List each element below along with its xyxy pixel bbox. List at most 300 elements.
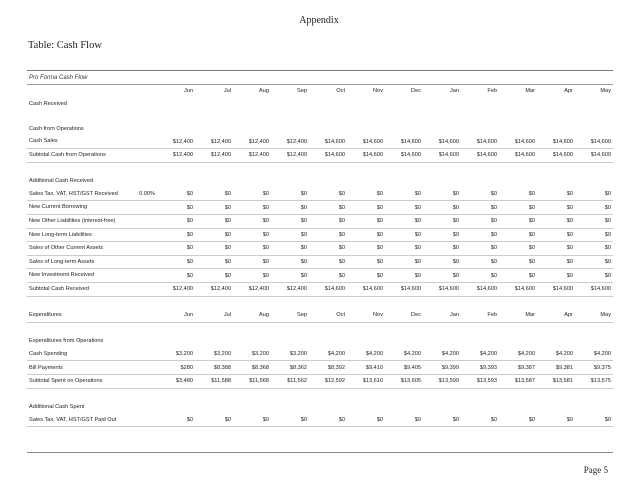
cell-jul [195, 123, 233, 136]
cell-feb: $14,600 [461, 282, 499, 296]
cell-nov: $0 [347, 188, 385, 201]
cell-may: May [600, 88, 611, 95]
cell-aug: $0 [233, 414, 271, 427]
cell-mar [499, 335, 537, 348]
cell-aug: $0 [233, 242, 271, 256]
cell-mar: $0 [499, 201, 537, 215]
cell-sep: $0 [271, 242, 309, 256]
row-rate [125, 255, 157, 269]
cell-oct: Oct [336, 88, 345, 95]
cell-feb [461, 110, 499, 123]
cell-jun [157, 335, 195, 348]
cell-oct: $0 [309, 255, 347, 269]
cell-jul: $0 [195, 255, 233, 269]
cell-jun: $0 [157, 214, 195, 228]
cell-jun: $3,200 [157, 348, 195, 361]
cell-jul: $12,400 [195, 148, 233, 162]
cell-jun [157, 296, 195, 309]
cell-aug [233, 98, 271, 111]
cell-dec [385, 162, 423, 175]
cell-jan [423, 401, 461, 414]
cell-oct: $0 [309, 201, 347, 215]
row-label: Sales of Long-term Assets [27, 255, 125, 269]
cell-apr [537, 335, 575, 348]
table-body [27, 85, 613, 427]
cell-dec [385, 296, 423, 309]
cell-feb [461, 162, 499, 175]
cell-oct [309, 123, 347, 136]
row-rate [125, 98, 157, 111]
cell-aug: Aug [259, 88, 269, 95]
cell-feb: $13,593 [461, 375, 499, 389]
cell-dec [385, 123, 423, 136]
cell-apr: $14,600 [537, 282, 575, 296]
cell-nov: $9,410 [347, 361, 385, 375]
cell-nov: Nov [347, 309, 385, 322]
cell-mar [499, 322, 537, 335]
cell-jun: $0 [157, 255, 195, 269]
row-label: New Investment Received [27, 269, 125, 283]
cell-jun: $3,480 [157, 375, 195, 389]
row-rate [125, 401, 157, 414]
cell-jun [157, 175, 195, 188]
cell-dec: $0 [385, 414, 423, 427]
table-row [27, 110, 613, 123]
cell-nov: Nov [373, 88, 383, 95]
cell-jan: $0 [423, 269, 461, 283]
cell-jan: $4,200 [423, 348, 461, 361]
cell-jun: Jun [157, 309, 195, 322]
cell-jun [157, 388, 195, 401]
cell-jul: $0 [195, 201, 233, 215]
row-label: New Long-term Liabilities [27, 228, 125, 242]
cell-jun: $280 [157, 361, 195, 375]
cell-jun [157, 110, 195, 123]
cell-dec [385, 335, 423, 348]
cell-mar: $0 [499, 414, 537, 427]
cell-jul [195, 162, 233, 175]
cell-may: $0 [575, 228, 613, 242]
cell-mar [499, 98, 537, 111]
cell-jul: $0 [195, 188, 233, 201]
row-label [27, 322, 125, 335]
cell-sep: $11,562 [271, 375, 309, 389]
cell-nov: $14,600 [347, 148, 385, 162]
cell-dec: $14,600 [385, 148, 423, 162]
table-row [27, 348, 613, 361]
cell-nov [347, 175, 385, 188]
cell-feb [461, 123, 499, 136]
cell-feb: Feb [461, 309, 499, 322]
cell-sep: $0 [271, 414, 309, 427]
cell-apr: $0 [537, 255, 575, 269]
cell-jan: $14,600 [423, 282, 461, 296]
cell-dec: $0 [385, 242, 423, 256]
cell-jun: $0 [157, 242, 195, 256]
cell-apr [537, 110, 575, 123]
cell-sep: Sep [271, 309, 309, 322]
row-label: Subtotal Cash Received [27, 282, 125, 296]
cell-oct: $8,392 [309, 361, 347, 375]
cell-jan: $9,399 [423, 361, 461, 375]
cell-aug: $0 [233, 255, 271, 269]
cell-feb: Feb [487, 88, 497, 95]
cell-sep: $0 [271, 188, 309, 201]
cell-jan: $0 [423, 201, 461, 215]
cell-may [575, 322, 613, 335]
row-label: Cash from Operations [29, 125, 84, 132]
cell-apr: $0 [537, 214, 575, 228]
cell-oct [309, 335, 347, 348]
cell-feb [461, 175, 499, 188]
cell-sep: $0 [271, 255, 309, 269]
cell-feb: $4,200 [461, 348, 499, 361]
cell-nov [347, 335, 385, 348]
row-rate [125, 214, 157, 228]
cell-jul: Jul [223, 88, 231, 95]
cell-feb: $0 [461, 269, 499, 283]
cell-sep: Sep [297, 88, 307, 95]
cell-nov: $0 [347, 214, 385, 228]
cell-aug [233, 162, 271, 175]
table-row [27, 135, 613, 148]
cell-feb: $14,600 [461, 148, 499, 162]
table-row [27, 335, 613, 348]
table-row [27, 401, 613, 414]
cell-jul [195, 175, 233, 188]
cell-dec: $0 [385, 201, 423, 215]
cell-jan [423, 98, 461, 111]
row-rate [125, 228, 157, 242]
row-label: Sales of Other Current Assets [27, 242, 125, 256]
row-label: Subtotal Spent on Operations [27, 375, 125, 389]
cell-sep [271, 335, 309, 348]
cell-nov [347, 123, 385, 136]
cell-sep: $0 [271, 228, 309, 242]
row-rate: 0.00% [125, 188, 157, 201]
cell-aug: $0 [233, 201, 271, 215]
cell-may [575, 123, 613, 136]
table-row [27, 175, 613, 188]
cell-mar [499, 401, 537, 414]
cell-jun [157, 401, 195, 414]
cell-feb [461, 322, 499, 335]
cell-dec: Dec [411, 88, 421, 95]
cell-aug: $12,400 [233, 282, 271, 296]
cell-jun: $0 [157, 188, 195, 201]
cell-dec: $13,605 [385, 375, 423, 389]
cell-mar [499, 162, 537, 175]
cell-oct: $4,200 [309, 348, 347, 361]
cell-jan: $0 [423, 188, 461, 201]
cell-mar [499, 388, 537, 401]
cell-feb: $0 [461, 201, 499, 215]
cell-nov: $0 [347, 255, 385, 269]
cell-jan: Jan [423, 309, 461, 322]
cell-dec: $14,600 [385, 135, 423, 148]
cell-apr [537, 162, 575, 175]
cell-oct: $0 [309, 269, 347, 283]
cell-jun: $0 [157, 228, 195, 242]
cell-may: $14,600 [575, 148, 613, 162]
table-row [27, 188, 613, 201]
cell-jul: $0 [195, 214, 233, 228]
cell-may: $0 [575, 242, 613, 256]
cell-aug: $12,400 [233, 148, 271, 162]
row-label [27, 296, 125, 309]
cell-dec: $0 [385, 188, 423, 201]
cell-jul: $8,388 [195, 361, 233, 375]
cell-dec [385, 322, 423, 335]
cell-may: $9,375 [575, 361, 613, 375]
cell-jan [423, 175, 461, 188]
cell-feb: $9,393 [461, 361, 499, 375]
table-row [27, 282, 613, 296]
row-label: Additional Cash Received [29, 178, 94, 185]
cell-nov: $0 [347, 414, 385, 427]
cell-sep [271, 98, 309, 111]
cell-jan [423, 162, 461, 175]
cell-apr [537, 123, 575, 136]
row-label: New Current Borrowing [27, 201, 125, 215]
row-rate [125, 361, 157, 375]
row-label: Additional Cash Spent [29, 404, 85, 411]
cell-mar: $14,600 [499, 148, 537, 162]
cell-feb [461, 296, 499, 309]
bottom-rule [27, 452, 613, 453]
cell-sep: $0 [271, 214, 309, 228]
table-row [27, 162, 613, 175]
cell-mar: Mar [499, 309, 537, 322]
cell-aug [233, 123, 271, 136]
cell-feb: $14,600 [461, 135, 499, 148]
cell-mar: $14,600 [499, 135, 537, 148]
cell-jun: $12,400 [157, 135, 195, 148]
cell-nov: $0 [347, 269, 385, 283]
cell-sep: $0 [271, 201, 309, 215]
cell-aug [233, 175, 271, 188]
cell-may [575, 98, 613, 111]
cell-sep [271, 110, 309, 123]
cell-may [575, 296, 613, 309]
cell-may: $14,600 [575, 282, 613, 296]
cell-jul [195, 388, 233, 401]
cell-oct: $0 [309, 414, 347, 427]
cell-sep: $3,200 [271, 348, 309, 361]
row-label: Expenditures from Operations [29, 338, 104, 345]
cell-oct [309, 175, 347, 188]
cell-dec [385, 175, 423, 188]
cell-sep: $0 [271, 269, 309, 283]
cell-jun [157, 98, 195, 111]
cell-aug [233, 322, 271, 335]
cell-feb [461, 401, 499, 414]
cell-oct: $0 [309, 214, 347, 228]
row-rate [125, 388, 157, 401]
row-rate [125, 110, 157, 123]
cell-dec [385, 110, 423, 123]
cell-jul: $11,588 [195, 375, 233, 389]
cell-mar: $9,387 [499, 361, 537, 375]
table-row [27, 309, 613, 322]
cell-sep: $12,400 [271, 282, 309, 296]
cell-mar: $0 [499, 214, 537, 228]
cell-oct [309, 98, 347, 111]
cell-feb: $0 [461, 255, 499, 269]
cell-dec: Dec [385, 309, 423, 322]
cell-nov [347, 388, 385, 401]
cell-apr: $14,600 [537, 148, 575, 162]
cell-apr: $0 [537, 269, 575, 283]
cell-jul: $0 [195, 269, 233, 283]
cell-nov: $0 [347, 242, 385, 256]
row-rate [125, 269, 157, 283]
cell-sep: $8,362 [271, 361, 309, 375]
cell-mar [499, 296, 537, 309]
cell-oct: $14,600 [309, 148, 347, 162]
row-label: Cash Spending [27, 348, 125, 361]
cell-feb [461, 388, 499, 401]
cell-apr: $4,200 [537, 348, 575, 361]
cell-jul: Jul [195, 309, 233, 322]
cell-jan: $0 [423, 255, 461, 269]
row-rate [125, 348, 157, 361]
cell-jul: $3,200 [195, 348, 233, 361]
cell-oct: $0 [309, 188, 347, 201]
row-label: Subtotal Cash from Operations [27, 148, 125, 162]
cell-jan: $13,599 [423, 375, 461, 389]
cell-apr: $0 [537, 201, 575, 215]
cell-may [575, 335, 613, 348]
cell-may [575, 401, 613, 414]
cell-dec [385, 401, 423, 414]
cell-apr: Apr [537, 309, 575, 322]
cell-may: $0 [575, 414, 613, 427]
cell-may: $14,600 [575, 135, 613, 148]
cell-dec [385, 388, 423, 401]
cell-oct [309, 162, 347, 175]
cell-apr [537, 175, 575, 188]
cell-aug: $3,200 [233, 348, 271, 361]
row-rate [125, 201, 157, 215]
cell-jan: $0 [423, 242, 461, 256]
cash-flow-table-container [27, 70, 613, 427]
cell-sep [271, 322, 309, 335]
cell-oct [309, 322, 347, 335]
cell-nov: $4,200 [347, 348, 385, 361]
cell-nov: $0 [347, 228, 385, 242]
table-row [27, 201, 613, 215]
cell-mar: $0 [499, 228, 537, 242]
cell-jun: $12,400 [157, 148, 195, 162]
row-rate [125, 148, 157, 162]
cell-may: $0 [575, 269, 613, 283]
cell-nov: $0 [347, 201, 385, 215]
cell-aug: $0 [233, 214, 271, 228]
cell-apr: $13,581 [537, 375, 575, 389]
cell-sep [271, 401, 309, 414]
table-row [27, 322, 613, 335]
cell-feb [461, 98, 499, 111]
cell-apr: $14,600 [537, 135, 575, 148]
cell-aug: $8,368 [233, 361, 271, 375]
cell-sep [271, 175, 309, 188]
cell-aug: $11,568 [233, 375, 271, 389]
table-row [27, 414, 613, 427]
table-row [27, 375, 613, 389]
cell-jun [157, 322, 195, 335]
cell-jan [423, 388, 461, 401]
cell-nov [347, 162, 385, 175]
cell-apr [537, 401, 575, 414]
cell-mar: $0 [499, 188, 537, 201]
cell-jul: $12,400 [195, 282, 233, 296]
table-row [27, 361, 613, 375]
cell-jun [157, 162, 195, 175]
cell-dec: $0 [385, 228, 423, 242]
row-label: Bill Payments [27, 361, 125, 375]
cell-may: $0 [575, 255, 613, 269]
table-row [27, 296, 613, 309]
cell-jan: $14,600 [423, 148, 461, 162]
cell-jul [195, 296, 233, 309]
row-label: Sales Tax, VAT, HST/GST Paid Out [27, 414, 125, 427]
cell-oct [309, 388, 347, 401]
cell-aug: $0 [233, 228, 271, 242]
cell-sep [271, 296, 309, 309]
cell-mar: $0 [499, 242, 537, 256]
cell-dec: $0 [385, 255, 423, 269]
cell-aug: $0 [233, 188, 271, 201]
cell-oct: $14,600 [309, 135, 347, 148]
cell-mar: $0 [499, 269, 537, 283]
cell-mar [499, 123, 537, 136]
cell-nov [347, 110, 385, 123]
cell-feb: $0 [461, 242, 499, 256]
cell-jan [423, 296, 461, 309]
table-row [27, 269, 613, 283]
cell-jun: $0 [157, 414, 195, 427]
cell-oct: Oct [309, 309, 347, 322]
cell-sep [271, 123, 309, 136]
cell-apr: $0 [537, 242, 575, 256]
row-label [27, 85, 125, 98]
cell-jan [423, 335, 461, 348]
cell-jan: $0 [423, 214, 461, 228]
cell-apr [537, 322, 575, 335]
cell-jul: $0 [195, 242, 233, 256]
cell-nov: $13,610 [347, 375, 385, 389]
table-row [27, 388, 613, 401]
row-label: Sales Tax, VAT, HST/GST Received [27, 188, 125, 201]
row-rate [125, 175, 157, 188]
cell-jan [423, 123, 461, 136]
cell-aug: Aug [233, 309, 271, 322]
cell-nov: $14,600 [347, 282, 385, 296]
cell-apr: $0 [537, 414, 575, 427]
cell-jul [195, 335, 233, 348]
cell-jul: $0 [195, 414, 233, 427]
cell-mar [499, 175, 537, 188]
table-row [27, 228, 613, 242]
cell-jun: Jun [183, 88, 193, 95]
cell-dec: $4,200 [385, 348, 423, 361]
cell-nov [347, 296, 385, 309]
cell-aug: $0 [233, 269, 271, 283]
cell-mar [499, 110, 537, 123]
cell-jan [423, 110, 461, 123]
cell-nov: $14,600 [347, 135, 385, 148]
